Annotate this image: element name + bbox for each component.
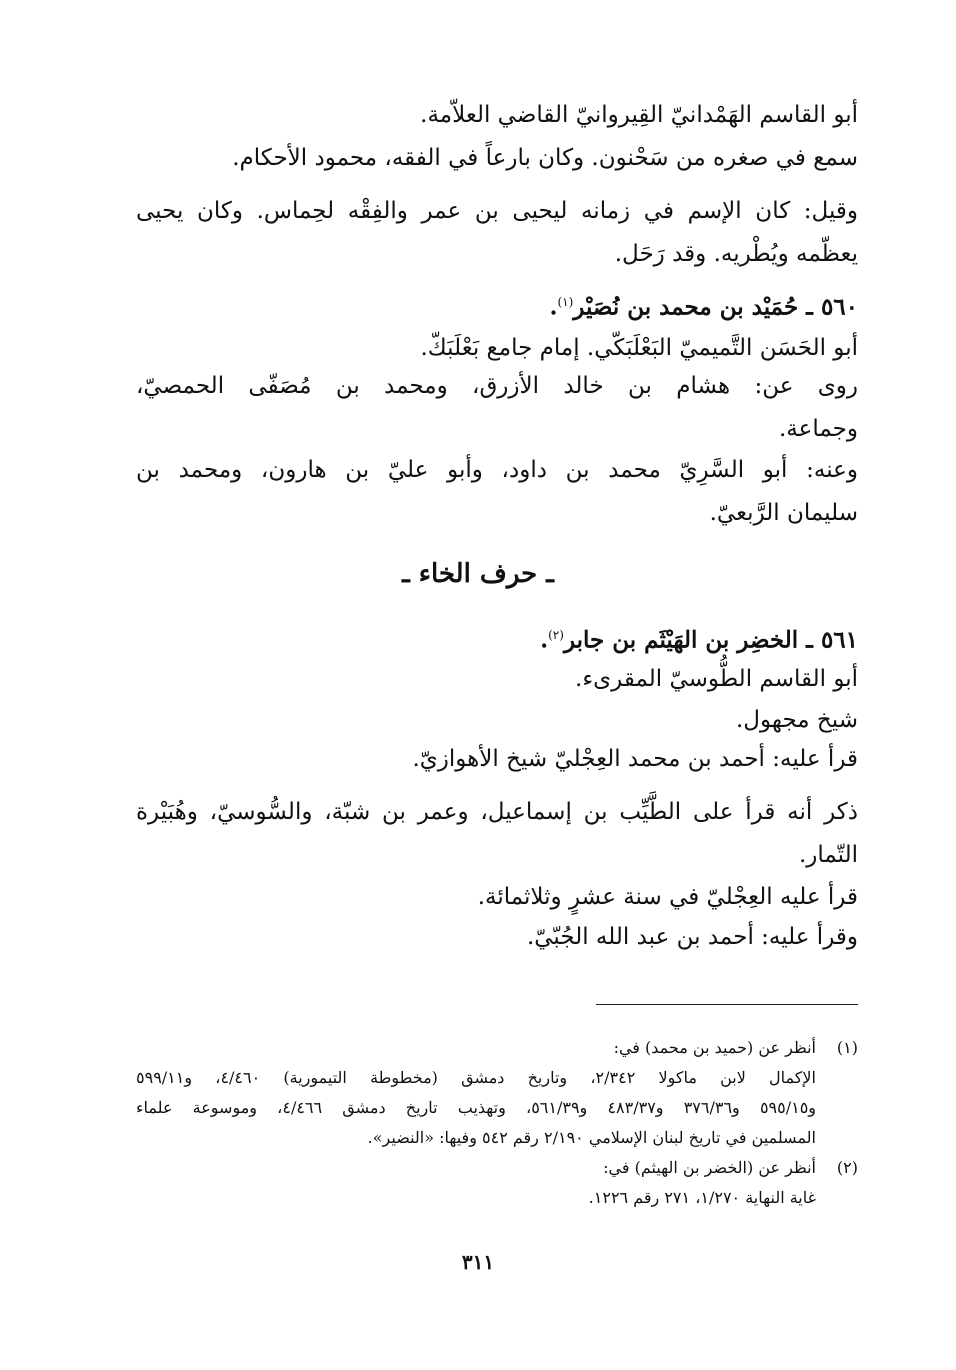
text-line: روى عن: هشام بن خالد الأزرق، ومحمد بن مُصَفّى الحمصيّ، [136, 373, 858, 399]
text-line: قرأ عليه العِجْليّ في سنة عشرٍ وثلاثمائة. [477, 884, 858, 910]
entry-name: الخضِر بن الهَيْثَم بن جابر [563, 626, 799, 654]
footnote-separator [596, 1004, 858, 1005]
text-line: سليمان الرَّبعيّ. [709, 500, 858, 526]
text-line: قرأ عليه: أحمد بن محمد العِجْليّ شيخ الأهوازيّ. [412, 746, 858, 772]
text-line: وجماعة. [779, 416, 858, 442]
entry-number: ٥٦١ ـ [798, 626, 858, 654]
text-line: يعظّمه ويُطْريه. وقد رَحَل. [614, 241, 858, 267]
entry-560-heading [549, 285, 858, 325]
text-line: أبو الحَسَن التَّميميّ البَعْلَبَكّي. إمام جامع بَعْلَبَكّ. [420, 335, 858, 361]
text-line: ذكر أنه قرأ على الطَّيِّب بن إسماعيل، وعمر بن شبّة، والسُّوسيّ، وهُبَيْرة [136, 799, 858, 825]
text-line: التّمار. [798, 842, 858, 868]
footnote-ref: (١) [557, 295, 574, 309]
entry-end: . [549, 293, 558, 321]
text-line: وعنه: أبو السَّرِيّ محمد بن داود، وأبو عليّ بن هارون، ومحمد بن [136, 457, 858, 483]
footnote-line: المسلمين في تاريخ لبنان الإسلامي ٢/١٩٠ رقم ٥٤٢ وفيها: «النضير». [367, 1128, 816, 1147]
footnote-ref: (٢) [548, 628, 564, 642]
text-line: وقيل: كان الإسم في زمانه ليحيى بن عمر والفِقْه لحِماس. وكان يحيى [136, 198, 858, 224]
section-heading: ـ حرف الخاء ـ [402, 559, 554, 589]
entry-end: . [540, 626, 549, 654]
footnote-number: (١) [836, 1038, 858, 1057]
footnote-line: أنظر عن (حميد بن محمد) في: [613, 1038, 816, 1057]
text-line: أبو القاسم الهَمْدانيّ القِيروانيّ القاضي العلاّمة. [420, 102, 858, 128]
footnote-line: الإكمال لابن ماكولا ٢/٣٤٢، وتاريخ دمشق (مخطوطة التيمورية) ٤/٤٦٠، و٥٩٩/١١ [136, 1068, 816, 1087]
text-line: أبو القاسم الطُّوسيّ المقرىء. [575, 666, 858, 692]
text-line: وقرأ عليه: أحمد بن عبد الله الجُبّيّ. [526, 924, 858, 950]
entry-561-heading [540, 618, 858, 658]
page-number: ٣١١ [461, 1250, 495, 1274]
entry-name: حُمَيْد بن محمد بن نُصَيْر [573, 293, 799, 321]
footnote-line: أنظر عن (الخضر بن الهيثم) في: [603, 1158, 816, 1177]
entry-number: ٥٦٠ ـ [798, 293, 858, 321]
text-line: سمع في صغره من سَحْنون. وكان بارعاً في الفقه، محمود الأحكام. [232, 145, 858, 171]
footnote-line: و٥٩٥/١٥ و٣٧٦/٣٦ و٤٨٣/٣٧ و٥٦١/٣٩، وتهذيب تاريخ دمشق ٤/٤٦٦، وموسوعة علماء [136, 1098, 817, 1117]
footnote-line: غاية النهاية ١/٢٧٠، ٢٧١ رقم ١٢٢٦. [588, 1188, 816, 1207]
text-line: شيخ مجهول. [735, 707, 858, 733]
footnote-number: (٢) [836, 1158, 858, 1177]
